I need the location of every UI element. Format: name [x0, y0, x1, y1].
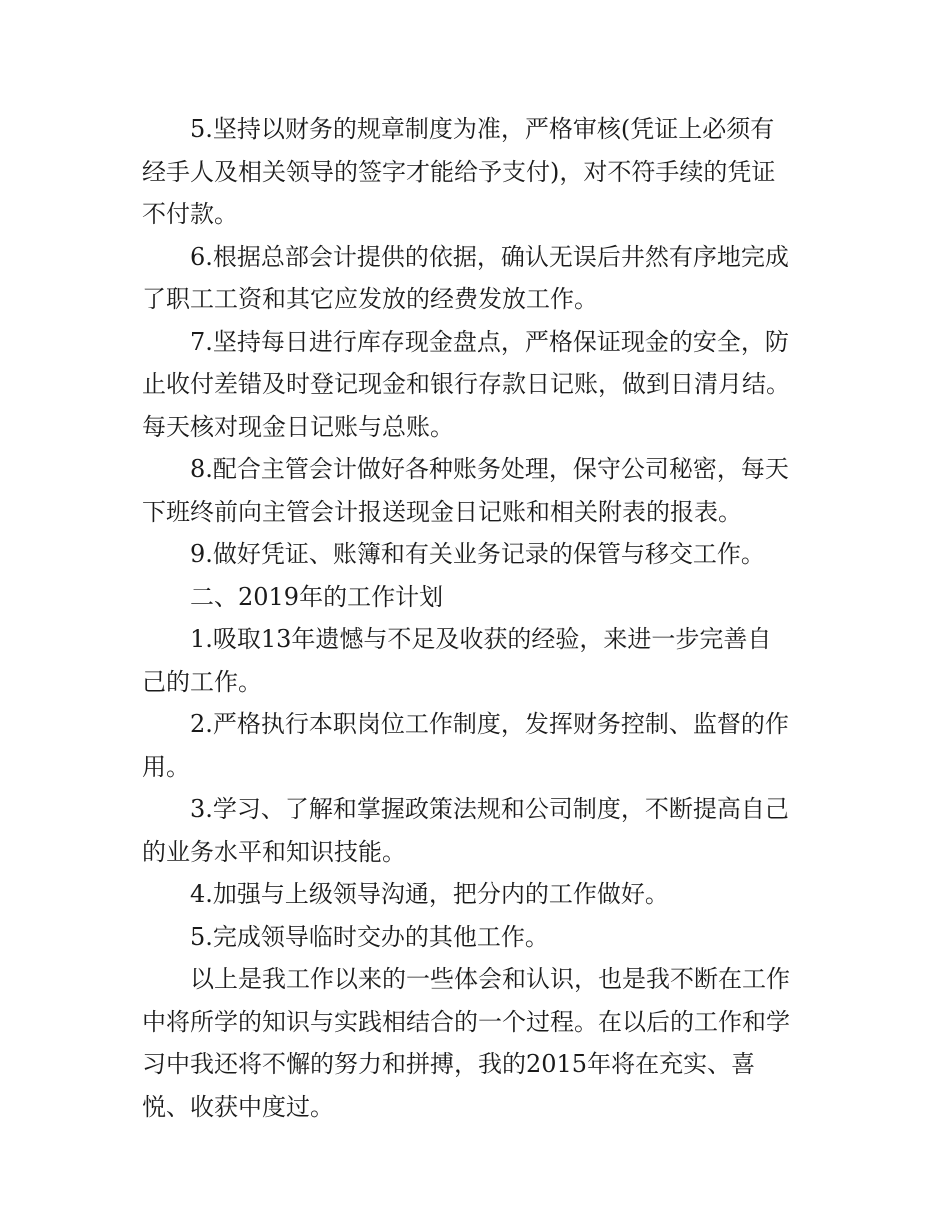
- text-line: 每天核对现金日记账与总账。: [142, 412, 454, 441]
- text-line: 2.严格执行本职岗位工作制度，发挥财务控制、监督的作: [190, 710, 789, 738]
- text-line: 8.配合主管会计做好各种账务处理，保守公司秘密，每天: [190, 455, 789, 483]
- text-line: 止收付差错及时登记现金和银行存款日记账，做到日清月结。: [142, 370, 790, 398]
- text-line: 7.坚持每日进行库存现金盘点，严格保证现金的安全，防: [190, 327, 789, 356]
- text-line: 9.做好凭证、账簿和有关业务记录的保管与移交工作。: [190, 540, 765, 568]
- text-line: 了职工工资和其它应发放的经费发放工作。: [142, 285, 598, 313]
- text-line: 3.学习、了解和掌握政策法规和公司制度，不断提高自己: [190, 795, 789, 823]
- text-line: 不付款。: [142, 200, 238, 228]
- text-line: 用。: [142, 752, 190, 781]
- text-line: 6.根据总部会计提供的依据，确认无误后井然有序地完成: [190, 242, 789, 271]
- text-line: 经手人及相关领导的签字才能给予支付)，对不符手续的凭证: [142, 157, 776, 186]
- text-line: 以上是我工作以来的一些体会和认识，也是我不断在工作: [190, 965, 790, 993]
- document-body: [142, 108, 814, 1128]
- text-line: 己的工作。: [142, 667, 262, 696]
- text-line: 下班终前向主管会计报送现金日记账和相关附表的报表。: [142, 497, 742, 526]
- text-line: 5.完成领导临时交办的其他工作。: [190, 922, 549, 951]
- text-line: 1.吸取13年遗憾与不足及收获的经验，来进一步完善自: [190, 625, 772, 653]
- text-line: 的业务水平和知识技能。: [142, 837, 406, 866]
- text-line: 5.坚持以财务的规章制度为准，严格审核(凭证上必须有: [190, 115, 775, 143]
- text-line: 习中我还将不懈的努力和拼搏，我的2015年将在充实、喜: [142, 1050, 756, 1078]
- section-heading: 二、2019年的工作计划: [190, 582, 444, 611]
- text-line: 中将所学的知识与实践相结合的一个过程。在以后的工作和学: [142, 1007, 790, 1036]
- text-line: 悦、收获中度过。: [142, 1092, 334, 1121]
- text-line: 4.加强与上级领导沟通，把分内的工作做好。: [190, 880, 669, 908]
